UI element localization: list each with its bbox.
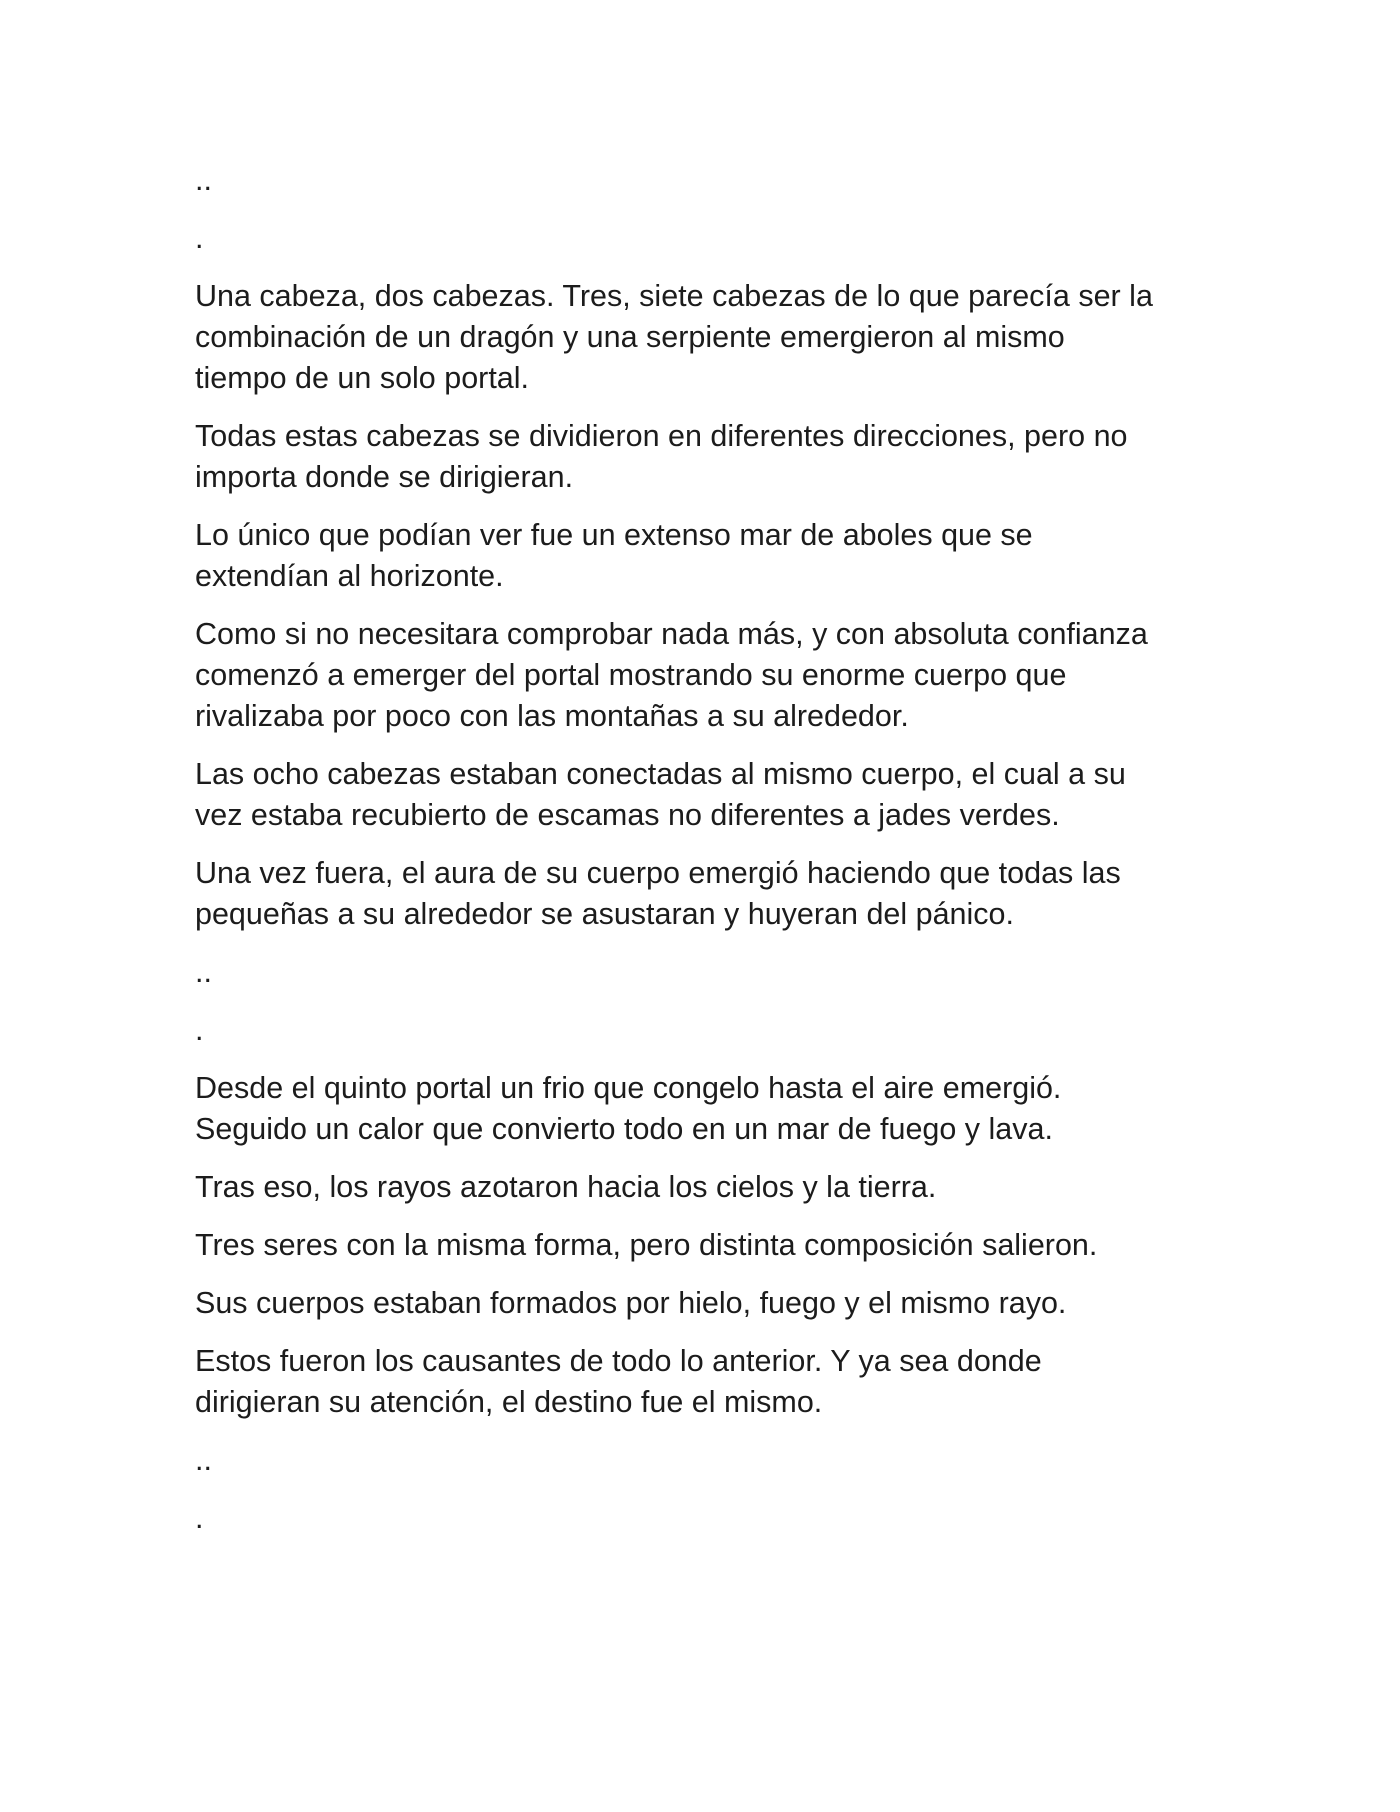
document-body	[195, 160, 1235, 1556]
paragraph: Como si no necesitara comprobar nada más, y con absoluta confianza comenzó a emerger del portal mostrando su enorme cuerpo que rivalizaba por poco con las montañas a su alrededor.	[195, 617, 1148, 733]
separator-dots: ..	[195, 1443, 212, 1477]
paragraph: Todas estas cabezas se dividieron en diferentes direcciones, pero no importa donde se dirigieran.	[195, 419, 1128, 494]
paragraph: Tras eso, los rayos azotaron hacia los cielos y la tierra.	[195, 1170, 937, 1204]
separator-dot: .	[195, 1501, 204, 1535]
separator-dot: .	[195, 221, 204, 255]
paragraph: Estos fueron los causantes de todo lo anterior. Y ya sea donde dirigieran su atención, el destino fue el mismo.	[195, 1344, 1042, 1419]
separator-dot: .	[195, 1013, 204, 1047]
paragraph: Las ocho cabezas estaban conectadas al mismo cuerpo, el cual a su vez estaba recubierto de escamas no diferentes a jades verdes.	[195, 757, 1126, 832]
paragraph: Lo único que podían ver fue un extenso mar de aboles que se extendían al horizonte.	[195, 518, 1033, 593]
paragraph: Desde el quinto portal un frio que congelo hasta el aire emergió. Seguido un calor que convierto todo en un mar de fuego y lava.	[195, 1071, 1062, 1146]
separator-dots: ..	[195, 163, 212, 197]
paragraph: Una vez fuera, el aura de su cuerpo emergió haciendo que todas las pequeñas a su alrededor se asustaran y huyeran del pánico.	[195, 856, 1121, 931]
paragraph: Tres seres con la misma forma, pero distinta composición salieron.	[195, 1228, 1098, 1262]
paragraph: Sus cuerpos estaban formados por hielo, fuego y el mismo rayo.	[195, 1286, 1067, 1320]
paragraph: Una cabeza, dos cabezas. Tres, siete cabezas de lo que parecía ser la combinación de un dragón y una serpiente emergieron al mismo tiempo de un solo portal.	[195, 279, 1153, 395]
separator-dots: ..	[195, 955, 212, 989]
